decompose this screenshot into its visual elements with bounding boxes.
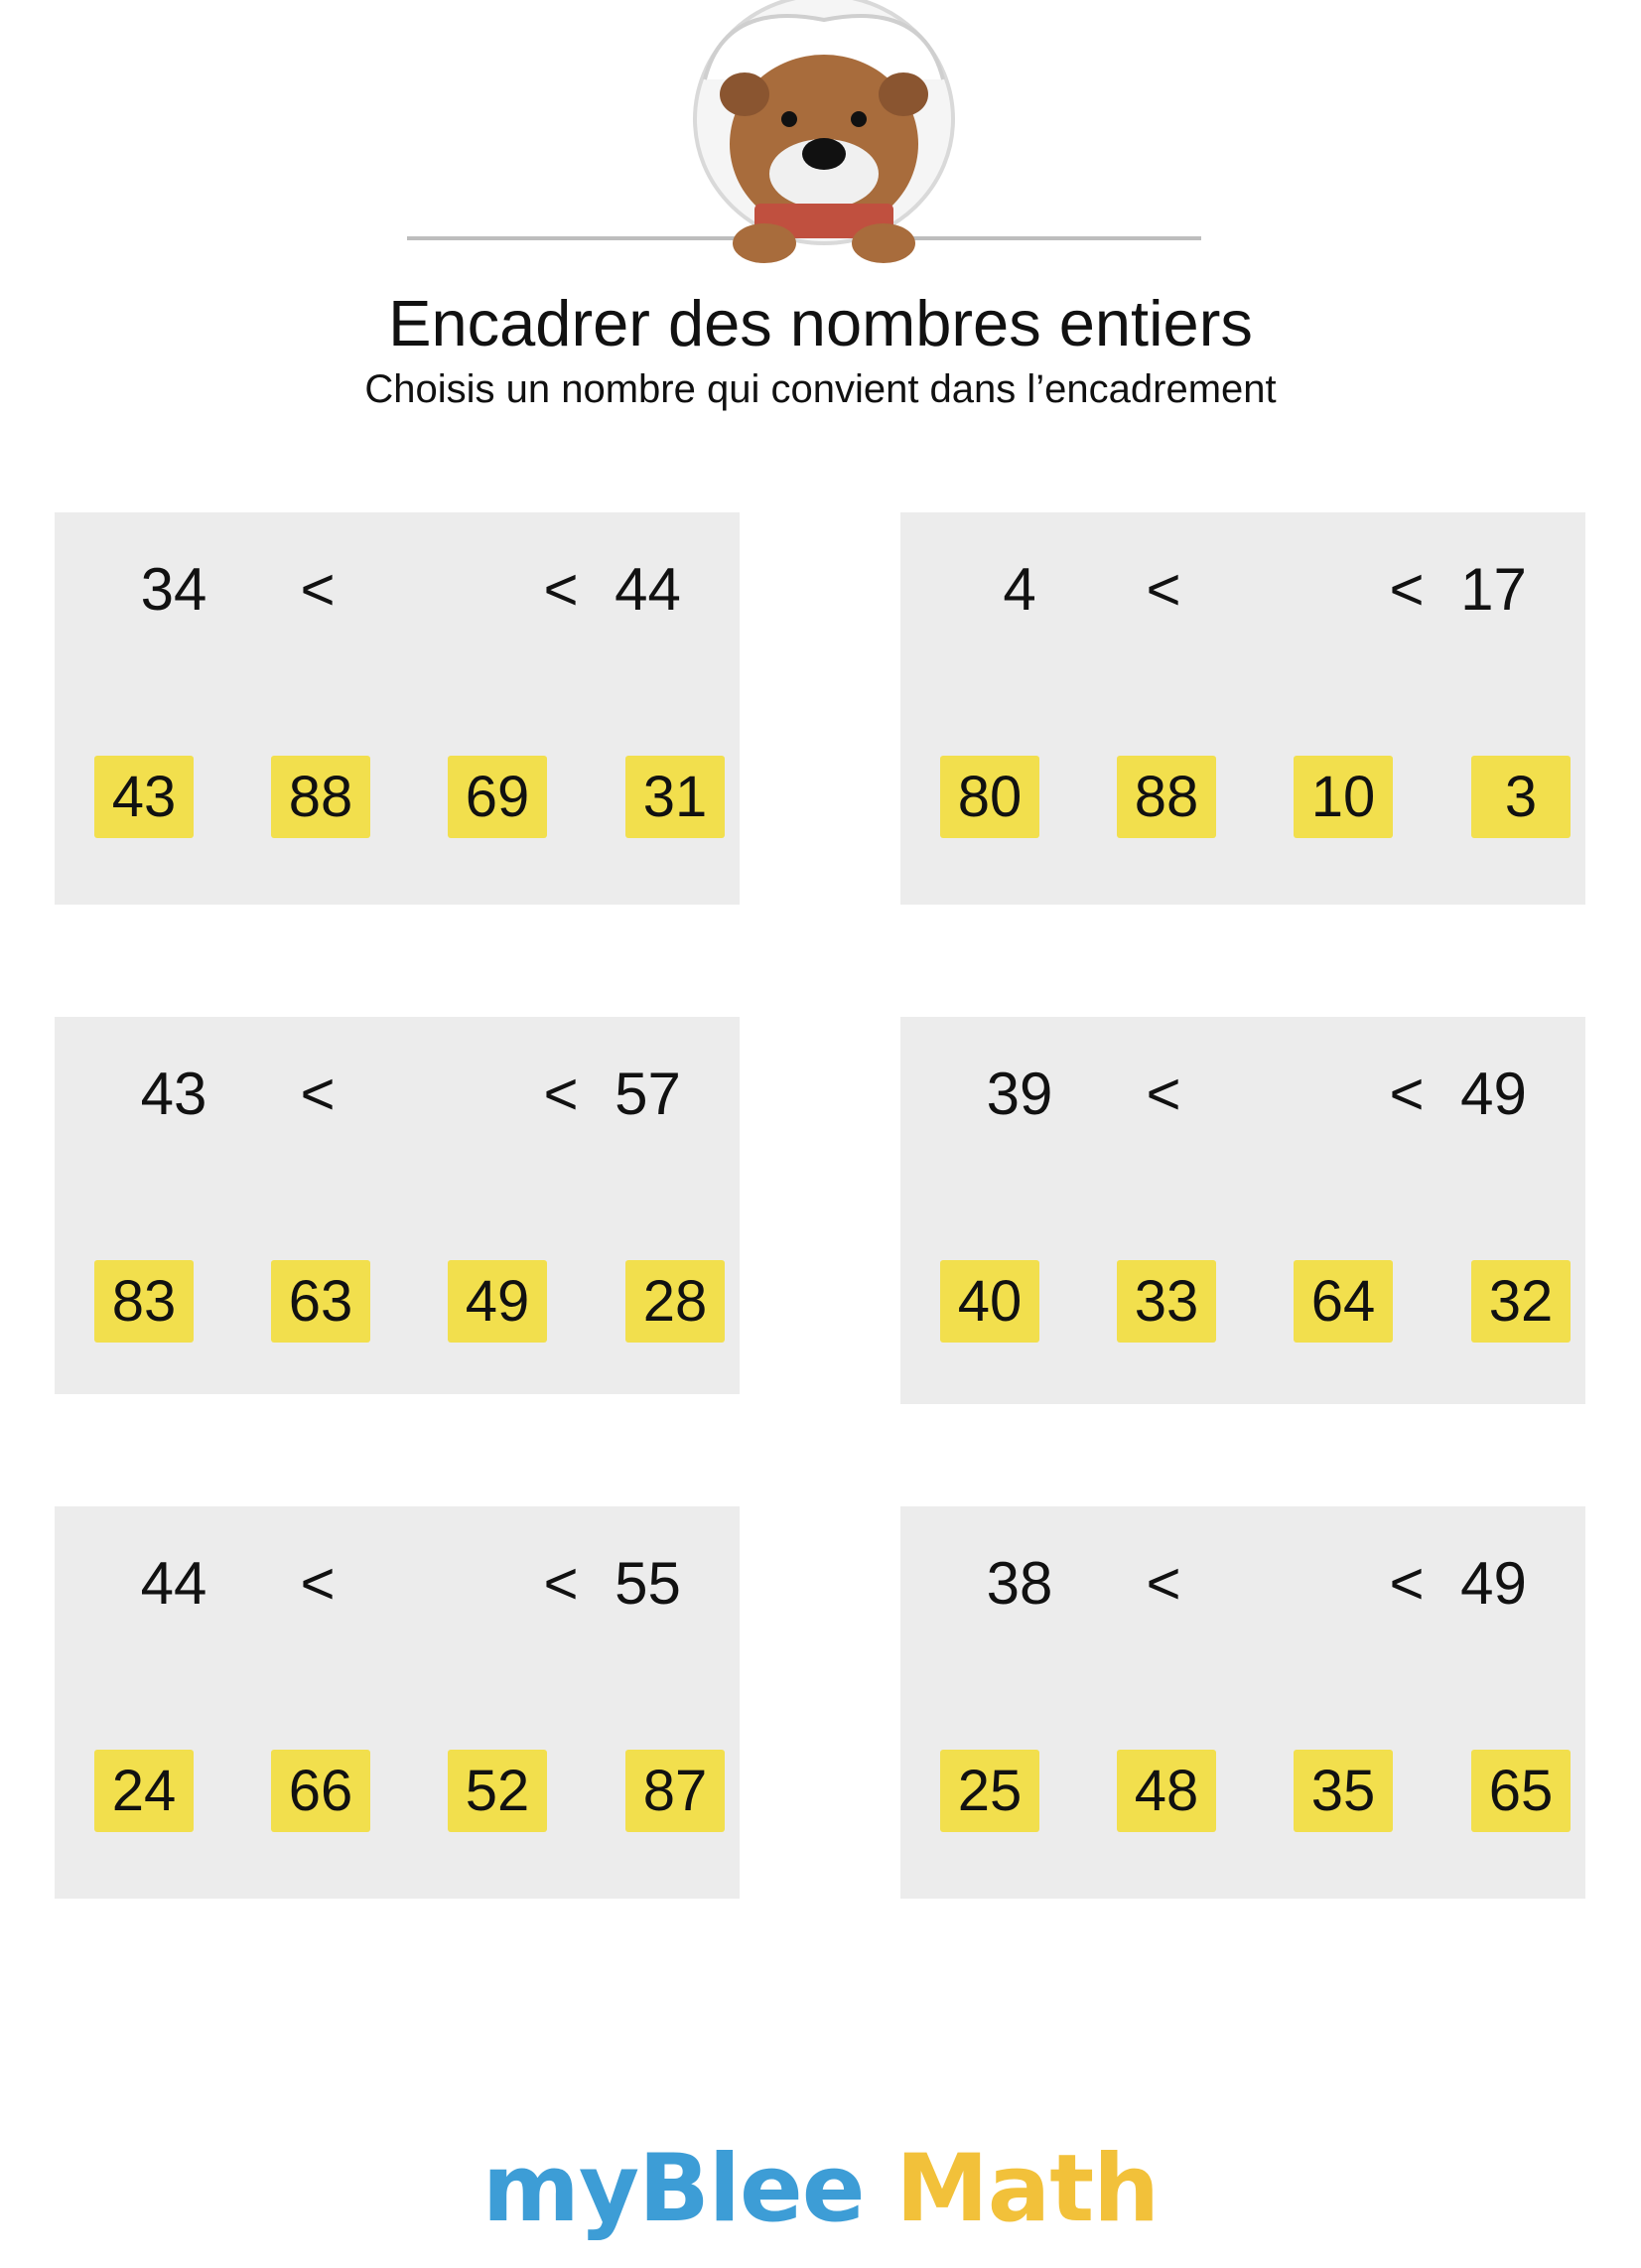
page-subtitle: Choisis un nombre qui convient dans l’encadrement: [364, 367, 1277, 411]
choice-list: [900, 756, 1585, 840]
brand-name-part: Math: [895, 2135, 1160, 2243]
less-than-sign: <: [543, 1550, 579, 1617]
choice-chip[interactable]: 32: [1471, 1260, 1571, 1343]
exercise-card-5: [55, 1506, 740, 1899]
less-than-sign: <: [1146, 1061, 1181, 1127]
choice-chip[interactable]: 52: [448, 1750, 547, 1832]
choice-chip[interactable]: 65: [1471, 1750, 1571, 1832]
inequality: [900, 1055, 1585, 1134]
choice-chip[interactable]: 35: [1294, 1750, 1393, 1832]
less-than-sign: <: [300, 556, 336, 623]
less-than-sign: <: [1389, 1061, 1425, 1127]
inequality: [900, 550, 1585, 630]
less-than-sign: <: [1146, 1550, 1181, 1617]
lower-bound: 39: [986, 1061, 1053, 1127]
choice-chip[interactable]: 10: [1294, 756, 1393, 838]
choice-chip[interactable]: 87: [625, 1750, 725, 1832]
choice-list: [900, 1260, 1585, 1345]
lower-bound: 38: [986, 1550, 1053, 1617]
choice-list: [55, 1750, 740, 1834]
brand-logo: [0, 2135, 1641, 2243]
upper-bound: 44: [615, 556, 681, 623]
exercise-card-1: [55, 512, 740, 905]
choice-chip[interactable]: 28: [625, 1260, 725, 1343]
choice-chip[interactable]: 33: [1117, 1260, 1216, 1343]
choice-chip[interactable]: 83: [94, 1260, 194, 1343]
lower-bound: 4: [1003, 556, 1036, 623]
choice-chip[interactable]: 63: [271, 1260, 370, 1343]
choice-chip[interactable]: 31: [625, 756, 725, 838]
choice-chip[interactable]: 40: [940, 1260, 1039, 1343]
less-than-sign: <: [1389, 556, 1425, 623]
choice-list: [900, 1750, 1585, 1834]
lower-bound: 34: [140, 556, 207, 623]
bear-head: [695, 0, 953, 263]
inequality: [55, 1544, 740, 1624]
choice-chip[interactable]: 43: [94, 756, 194, 838]
inequality: [900, 1544, 1585, 1624]
less-than-sign: <: [543, 556, 579, 623]
choice-chip[interactable]: 88: [1117, 756, 1216, 838]
upper-bound: 57: [615, 1061, 681, 1127]
less-than-sign: <: [1389, 1550, 1425, 1617]
choice-chip[interactable]: 24: [94, 1750, 194, 1832]
inequality: [55, 1055, 740, 1134]
upper-bound: 17: [1460, 556, 1527, 623]
exercise-card-4: [900, 1017, 1585, 1404]
choice-list: [55, 1260, 740, 1345]
upper-bound: 55: [615, 1550, 681, 1617]
choice-chip[interactable]: 3: [1471, 756, 1571, 838]
choice-chip[interactable]: 69: [448, 756, 547, 838]
mascot-illustration: [397, 0, 1251, 273]
choice-chip[interactable]: 25: [940, 1750, 1039, 1832]
less-than-sign: <: [300, 1061, 336, 1127]
choice-chip[interactable]: 88: [271, 756, 370, 838]
choice-chip[interactable]: 49: [448, 1260, 547, 1343]
less-than-sign: <: [1146, 556, 1181, 623]
inequality: [55, 550, 740, 630]
page-title: Encadrer des nombres entiers: [388, 287, 1253, 359]
choice-chip[interactable]: 64: [1294, 1260, 1393, 1343]
upper-bound: 49: [1460, 1061, 1527, 1127]
exercise-card-6: [900, 1506, 1585, 1899]
lower-bound: 43: [140, 1061, 207, 1127]
less-than-sign: <: [300, 1550, 336, 1617]
exercise-card-2: [900, 512, 1585, 905]
lower-bound: 44: [140, 1550, 207, 1617]
choice-list: [55, 756, 740, 840]
brand-name-part: myBlee: [481, 2135, 865, 2243]
upper-bound: 49: [1460, 1550, 1527, 1617]
choice-chip[interactable]: 48: [1117, 1750, 1216, 1832]
exercise-card-3: [55, 1017, 740, 1394]
choice-chip[interactable]: 66: [271, 1750, 370, 1832]
choice-chip[interactable]: 80: [940, 756, 1039, 838]
less-than-sign: <: [543, 1061, 579, 1127]
